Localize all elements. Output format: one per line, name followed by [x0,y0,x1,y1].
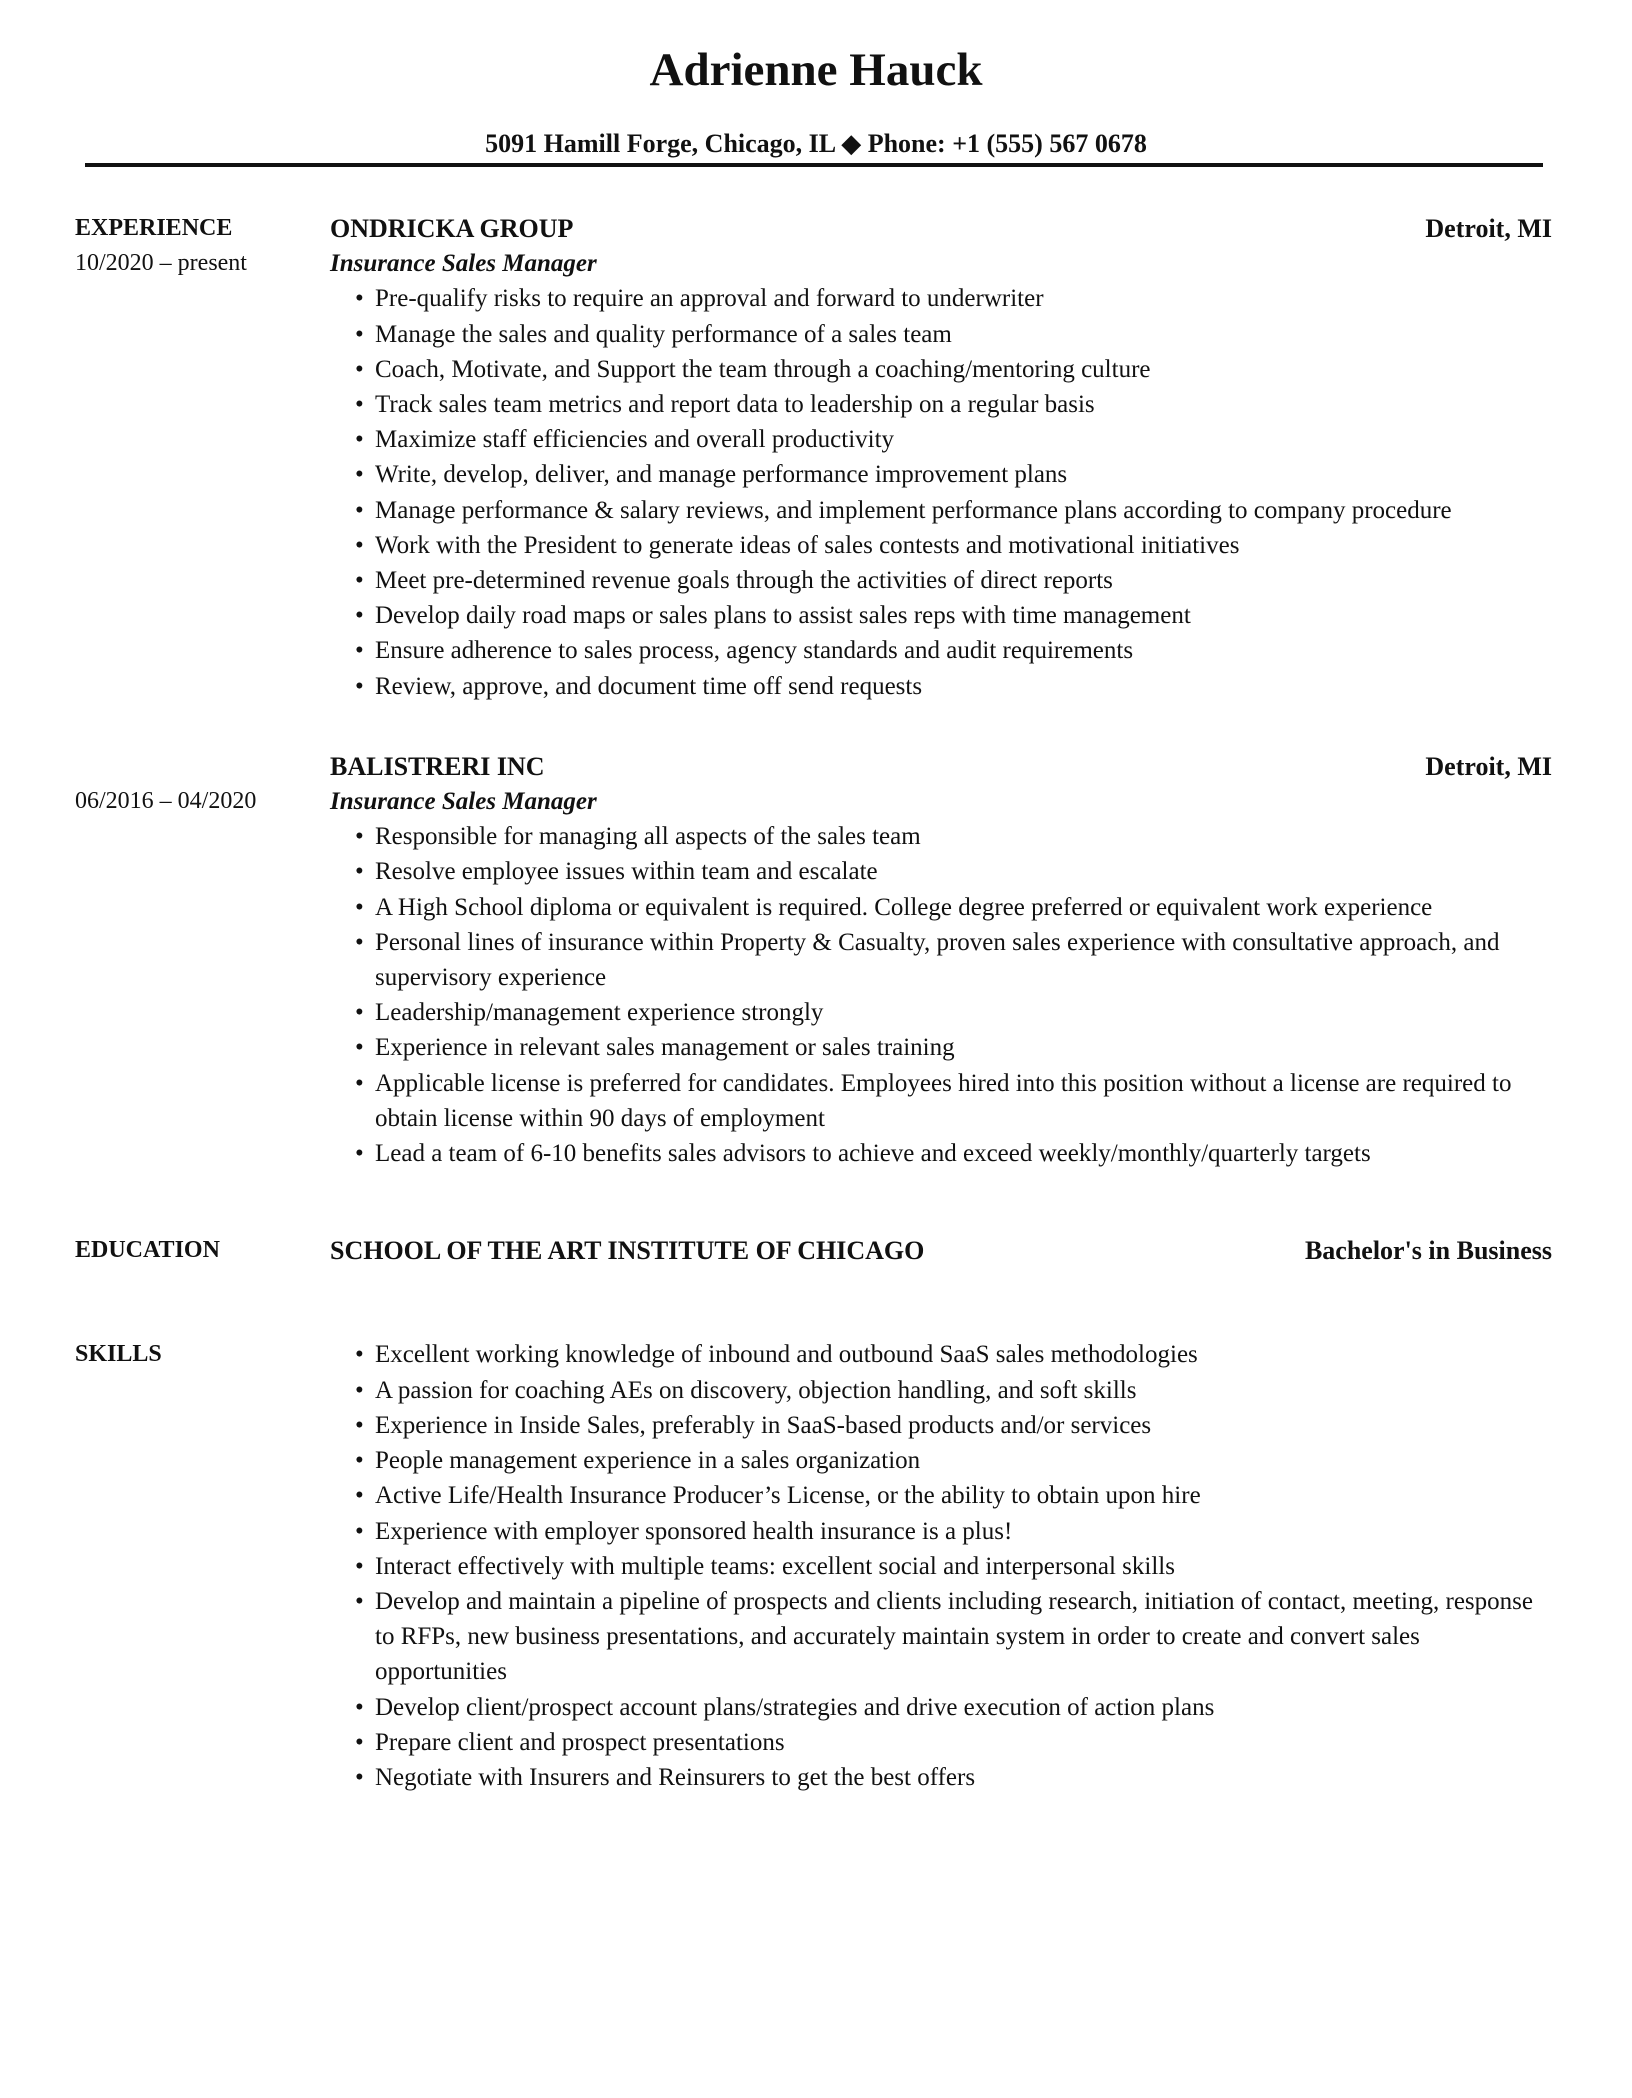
skills-list [330,1337,1552,1795]
education-section [75,1233,1552,1268]
job-bullet: • Experience in relevant sales management or sales training [375,1030,1552,1065]
experience-job-2 [75,749,1552,1171]
contact-line: 5091 Hamill Forge, Chicago, IL ◆ Phone: +1 (555) 567 0678 [485,129,1147,158]
skill-item: • Negotiate with Insurers and Reinsurers to get the best offers [375,1760,1552,1795]
education-heading: EDUCATION [75,1237,220,1264]
job-bullet: • Review, approve, and document time off send requests [375,669,1552,704]
job-bullet: • Track sales team metrics and report data to leadership on a regular basis [375,387,1552,422]
job-title: Insurance Sales Manager [330,250,597,278]
job-location: Detroit, MI [1425,751,1552,781]
job-bullet: • Lead a team of 6-10 benefits sales advisors to achieve and exceed weekly/monthly/quarterly targets [375,1136,1552,1171]
job-location: Detroit, MI [1425,214,1552,243]
job-bullet: • A High School diploma or equivalent is required. College degree preferred or equivalent work experience [375,890,1552,925]
skill-item: • Interact effectively with multiple teams: excellent social and interpersonal skills [375,1549,1552,1584]
resume-body [75,211,1552,1795]
job-bullet: • Coach, Motivate, and Support the team through a coaching/mentoring culture [375,352,1552,387]
job-bullet: • Work with the President to generate ideas of sales contests and motivational initiatives [375,528,1552,563]
skill-item: • Experience with employer sponsored health insurance is a plus! [375,1514,1552,1549]
job-bullets [330,281,1552,703]
company-name: ONDRICKA GROUP [330,214,574,243]
skill-item: • Experience in Inside Sales, preferably in SaaS-based products and/or services [375,1408,1552,1443]
job-bullet: • Resolve employee issues within team and escalate [375,854,1552,889]
skill-item: • Develop and maintain a pipeline of prospects and clients including research, initiation of contact, meeting, response to RFPs, new business presentations, and accurately maintain system in order to create and convert sales opportunities [375,1584,1552,1690]
job-bullet: • Pre-qualify risks to require an approval and forward to underwriter [375,281,1552,316]
job-dates: 06/2016 – 04/2020 [75,788,257,815]
job-bullet: • Meet pre-determined revenue goals through the activities of direct reports [375,563,1552,598]
job-bullet: • Manage performance & salary reviews, and implement performance plans according to company procedure [375,493,1552,528]
job-bullet: • Personal lines of insurance within Property & Casualty, proven sales experience with consultative approach, and supervisory experience [375,925,1552,995]
job-bullets [330,819,1552,1171]
degree: Bachelor's in Business [1304,1236,1552,1266]
job-title: Insurance Sales Manager [330,788,597,816]
skill-item: • Prepare client and prospect presentations [375,1725,1552,1760]
skill-item: • Active Life/Health Insurance Producer’s License, or the ability to obtain upon hire [375,1478,1552,1513]
job-dates: 10/2020 – present [75,250,247,277]
school-name: SCHOOL OF THE ART INSTITUTE OF CHICAGO [330,1236,925,1266]
job-bullet: • Leadership/management experience strongly [375,995,1552,1030]
skills-heading: SKILLS [75,1341,162,1368]
experience-job-1 [75,211,1552,704]
skill-item: • Develop client/prospect account plans/strategies and drive execution of action plans [375,1690,1552,1725]
skill-item: • Excellent working knowledge of inbound and outbound SaaS sales methodologies [375,1337,1552,1372]
skill-item: • People management experience in a sales organization [375,1443,1552,1478]
company-name: BALISTRERI INC [330,751,545,781]
skill-item: • A passion for coaching AEs on discovery, objection handling, and soft skills [375,1373,1552,1408]
job-bullet: • Ensure adherence to sales process, agency standards and audit requirements [375,633,1552,668]
skills-section [75,1337,1552,1795]
job-bullet: • Applicable license is preferred for candidates. Employees hired into this position without a license are required to obtain license within 90 days of employment [375,1066,1552,1136]
job-bullet: • Maximize staff efficiencies and overall productivity [375,422,1552,457]
experience-heading: EXPERIENCE [75,215,233,241]
candidate-name: Adrienne Hauck [649,44,983,96]
job-bullet: • Write, develop, deliver, and manage performance improvement plans [375,457,1552,492]
job-bullet: • Responsible for managing all aspects of the sales team [375,819,1552,854]
job-bullet: • Manage the sales and quality performance of a sales team [375,317,1552,352]
job-bullet: • Develop daily road maps or sales plans to assist sales reps with time management [375,598,1552,633]
header-divider [85,163,1543,167]
